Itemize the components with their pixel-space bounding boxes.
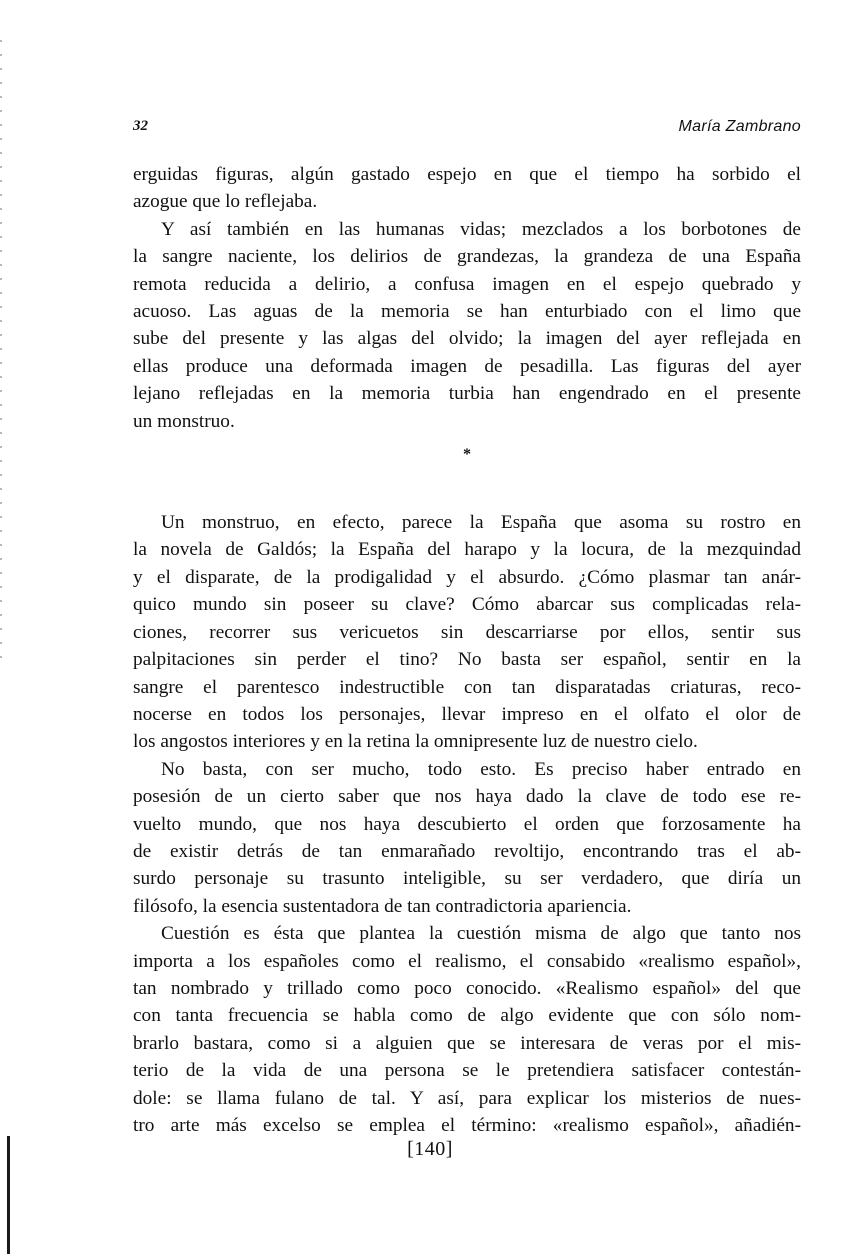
section-after-separator (133, 509, 801, 1139)
paragraph (133, 920, 801, 1139)
text-line: con tanta frecuencia se habla como de algo evidente que con sólo nom- (133, 1005, 801, 1027)
text-line: de existir detrás de tan enmarañado revoltijo, encontrando tras el ab- (133, 840, 801, 862)
running-head-author: María Zambrano (678, 118, 801, 135)
text-line: ellas produce una deformada imagen de pesadilla. Las figuras del ayer (133, 355, 801, 377)
paragraph (133, 216, 801, 435)
scan-edge-specks (0, 40, 2, 660)
section-before-separator (133, 161, 801, 435)
text-line: nocerse en todos los personajes, llevar impreso en el olfato el olor de (133, 703, 801, 725)
text-line: Un monstruo, en efecto, parece la España que asoma su rostro en (161, 512, 801, 534)
text-line: Cuestión es ésta que plantea la cuestión misma de algo que tanto nos (161, 923, 801, 945)
paragraph (133, 161, 801, 216)
body-text (133, 161, 801, 1139)
text-line: surdo personaje su trasunto inteligible, su ser verdadero, que diría un (133, 868, 801, 890)
text-line: No basta, con ser mucho, todo esto. Es preciso haber entrado en (161, 758, 801, 780)
text-line: tro arte más excelso se emplea el término: «realismo español», añadién- (133, 1115, 801, 1136)
text-line: la sangre naciente, los delirios de grandezas, la grandeza de una España (133, 246, 801, 268)
text-line: posesión de un cierto saber que nos haya dado la clave de todo ese re- (133, 786, 801, 808)
page-number: [140] (407, 1138, 453, 1160)
text-line: acuoso. Las aguas de la memoria se han enturbiado con el limo que (133, 301, 801, 323)
text-line: quico mundo sin poseer su clave? Cómo abarcar sus complicadas rela- (133, 594, 801, 616)
text-line: tan nombrado y trillado como poco conocido. «Realismo español» del que (133, 977, 801, 999)
text-line: la novela de Galdós; la España del harapo y la locura, de la mezquindad (133, 539, 801, 561)
text-line: sangre el parentesco indestructible con tan disparatadas criaturas, reco- (133, 676, 801, 698)
text-line: filósofo, la esencia sustentadora de tan contradictoria apariencia. (133, 895, 632, 917)
folio-number: 32 (133, 118, 148, 134)
text-line: lejano reflejadas en la memoria turbia han engendrado en el presente (133, 383, 801, 405)
text-line: ciones, recorrer sus vericuetos sin descarriarse por ellos, sentir sus (133, 621, 801, 643)
text-line: importa a los españoles como el realismo, el consabido «realismo español», (133, 950, 801, 972)
text-line: vuelto mundo, que nos haya descubierto el orden que forzosamente ha (133, 813, 801, 835)
text-line: Y así también en las humanas vidas; mezclados a los borbotones de (161, 218, 801, 240)
text-line: palpitaciones sin perder el tino? No basta ser español, sentir en la (133, 649, 801, 671)
text-line: dole: se llama fulano de tal. Y así, para explicar los misterios de nues- (133, 1087, 801, 1109)
paragraph (133, 756, 801, 920)
page-header (133, 118, 801, 142)
text-line: un monstruo. (133, 410, 235, 432)
text-line: terio de la vida de una persona se le pretendiera satisfacer contestán- (133, 1060, 801, 1082)
text-line: sube del presente y las algas del olvido; la imagen del ayer reflejada en (133, 328, 801, 350)
paragraph (133, 509, 801, 756)
text-line: brarlo bastara, como si a alguien que se interesara de veras por el mis- (133, 1032, 801, 1054)
text-line: remota reducida a delirio, a confusa imagen en el espejo quebrado y (133, 273, 801, 295)
text-line: los angostos interiores y en la retina la omnipresente luz de nuestro cielo. (133, 731, 698, 753)
text-line: erguidas figuras, algún gastado espejo en que el tiempo ha sorbido el (133, 164, 801, 185)
section-separator-ornament: * (463, 446, 471, 464)
text-line: y el disparate, de la prodigalidad y el absurdo. ¿Cómo plasmar tan anár- (133, 566, 801, 588)
text-line: azogue que lo reflejaba. (133, 191, 318, 213)
